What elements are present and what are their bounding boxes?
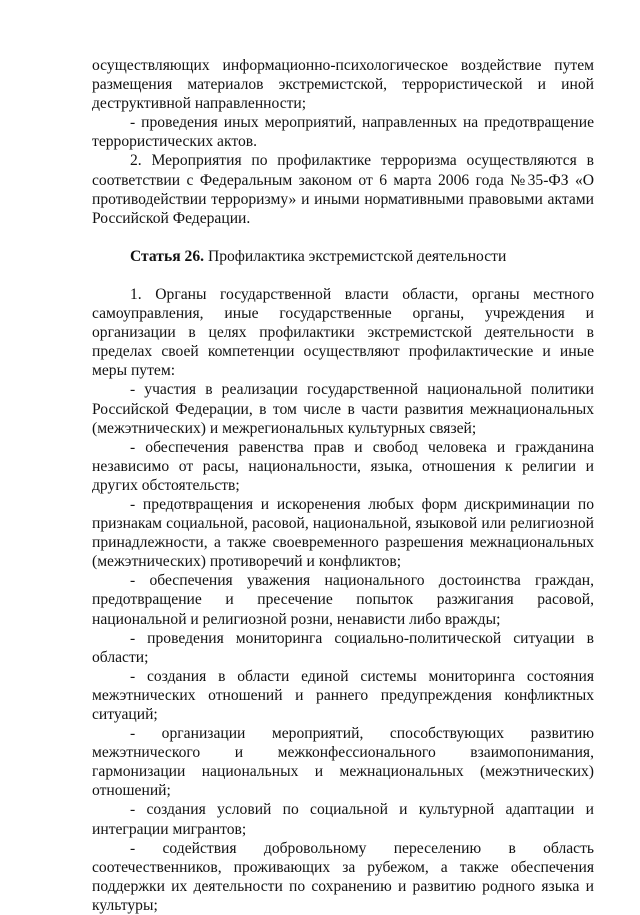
- list-item: - проведения мониторинга социально-политической ситуации в области;: [92, 629, 594, 666]
- article-title: Профилактика экстремистской деятельности: [207, 247, 507, 265]
- intro-paragraph: осуществляющих информационно-психологическое воздействие путем размещения материалов экстремистской, террористической и иной деструктивной направленности;: [92, 57, 594, 113]
- article-heading: [92, 247, 594, 266]
- article-number: Статья 26.: [130, 247, 205, 265]
- list-item: - организации мероприятий, способствующих развитию межэтнического и межконфессионального взаимопонимания, гармонизации национальных и межнациональных (межэтнических) отношений;: [92, 725, 594, 800]
- list-item: - содействия добровольному переселению в область соотечественников, проживающих за рубежом, а также обеспечения поддержки их деятельности по сохранению и развитию родного языка и культуры;: [92, 839, 594, 914]
- list-item: - предотвращения и искоренения любых форм дискриминации по признакам социальной, расовой, национальной, языковой или религиозной принадлежности, а также своевременного разрешения межнациональных (межэтнических) противоречий и конфликтов;: [92, 495, 594, 571]
- list-item: - обеспечения уважения национального достоинства граждан, предотвращение и пресечение попыток разжигания расовой, национальной и религиозной розни, ненависти либо вражды;: [92, 572, 594, 628]
- clause-1-paragraph: 1. Органы государственной власти области, органы местного самоуправления, иные государственные органы, учреждения и организации в целях профилактики экстремистской деятельности в пределах своей компетенции осуществляют профилактические и иные меры путем:: [92, 285, 594, 380]
- list-item: - участия в реализации государственной национальной политики Российской Федерации, в том числе в части развития межнациональных (межэтнических) и межрегиональных культурных связей;: [92, 381, 594, 437]
- intro-list-item: - проведения иных мероприятий, направленных на предотвращение террористических актов.: [92, 114, 594, 151]
- list-item: - обеспечения равенства прав и свобод человека и гражданина независимо от расы, национальности, языка, отношения к религии и других обстоятельств;: [92, 438, 594, 494]
- clause-2-paragraph: 2. Мероприятия по профилактике терроризма осуществляются в соответствии с Федеральным законом от 6 марта 2006 года №35-ФЗ «О противодействии терроризму» и иными нормативными правовыми актами Российской Федерации.: [92, 152, 594, 227]
- document-page: [92, 56, 594, 915]
- list-item: - создания в области единой системы мониторинга состояния межэтнических отношений и раннего предупреждения конфликтных ситуаций;: [92, 667, 594, 723]
- list-item: - создания условий по социальной и культурной адаптации и интеграции мигрантов;: [92, 801, 594, 838]
